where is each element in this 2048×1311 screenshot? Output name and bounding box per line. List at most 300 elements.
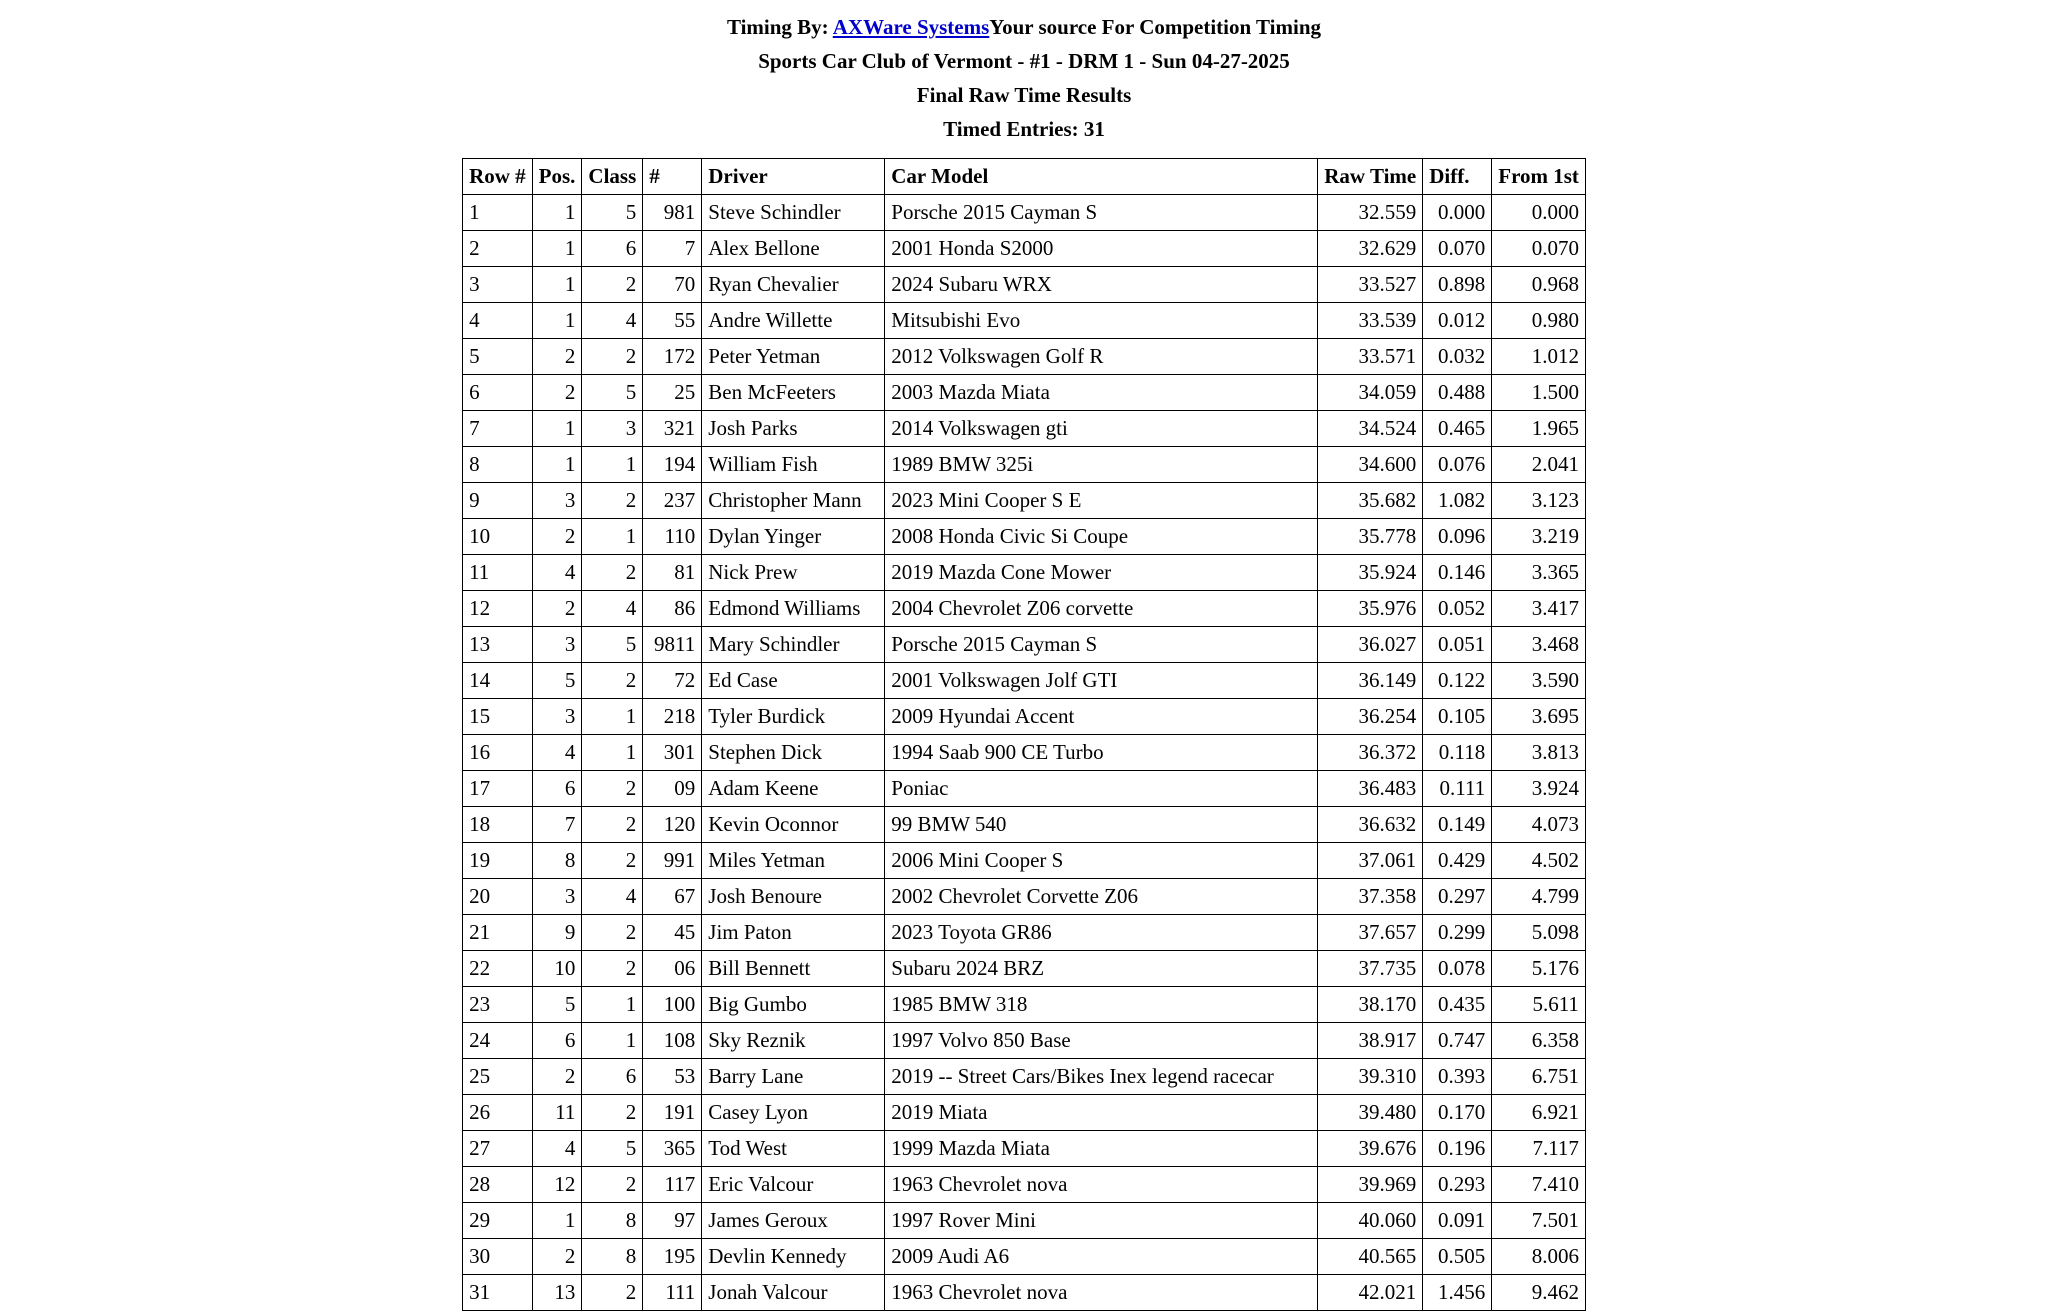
- cell-position: 3: [532, 699, 582, 735]
- cell-from-first: 3.123: [1492, 483, 1586, 519]
- cell-position: 11: [532, 1095, 582, 1131]
- cell-class: 6: [582, 231, 643, 267]
- timing-by-line: [0, 10, 2048, 44]
- cell-from-first: 9.462: [1492, 1275, 1586, 1311]
- table-row: [463, 1023, 1586, 1059]
- cell-class: 1: [582, 519, 643, 555]
- cell-car-number: 191: [643, 1095, 702, 1131]
- cell-driver: Mary Schindler: [702, 627, 885, 663]
- cell-car-model: 1985 BMW 318: [885, 987, 1318, 1023]
- cell-diff: 0.032: [1423, 339, 1492, 375]
- table-row: [463, 1275, 1586, 1311]
- cell-driver: Ben McFeeters: [702, 375, 885, 411]
- cell-driver: Nick Prew: [702, 555, 885, 591]
- cell-diff: 0.170: [1423, 1095, 1492, 1131]
- cell-diff: 0.000: [1423, 195, 1492, 231]
- cell-car-model: 2019 Miata: [885, 1095, 1318, 1131]
- table-row: [463, 735, 1586, 771]
- cell-car-number: 991: [643, 843, 702, 879]
- cell-from-first: 2.041: [1492, 447, 1586, 483]
- column-header-position: Pos.: [532, 159, 582, 195]
- cell-driver: James Geroux: [702, 1203, 885, 1239]
- cell-car-number: 81: [643, 555, 702, 591]
- cell-class: 2: [582, 483, 643, 519]
- cell-car-model: 1989 BMW 325i: [885, 447, 1318, 483]
- cell-row-number: 29: [463, 1203, 533, 1239]
- cell-position: 1: [532, 447, 582, 483]
- cell-from-first: 5.098: [1492, 915, 1586, 951]
- cell-diff: 0.146: [1423, 555, 1492, 591]
- table-row: [463, 1095, 1586, 1131]
- cell-raw-time: 38.917: [1318, 1023, 1423, 1059]
- table-row: [463, 951, 1586, 987]
- cell-diff: 0.393: [1423, 1059, 1492, 1095]
- cell-car-number: 72: [643, 663, 702, 699]
- cell-car-number: 70: [643, 267, 702, 303]
- cell-car-number: 172: [643, 339, 702, 375]
- cell-position: 2: [532, 519, 582, 555]
- cell-from-first: 7.117: [1492, 1131, 1586, 1167]
- table-row: [463, 699, 1586, 735]
- cell-row-number: 1: [463, 195, 533, 231]
- cell-row-number: 2: [463, 231, 533, 267]
- cell-raw-time: 32.629: [1318, 231, 1423, 267]
- cell-class: 2: [582, 1167, 643, 1203]
- cell-car-number: 06: [643, 951, 702, 987]
- cell-row-number: 3: [463, 267, 533, 303]
- table-row: [463, 1059, 1586, 1095]
- cell-row-number: 11: [463, 555, 533, 591]
- cell-class: 1: [582, 1023, 643, 1059]
- cell-from-first: 0.980: [1492, 303, 1586, 339]
- cell-position: 5: [532, 663, 582, 699]
- results-table-wrapper: [0, 158, 2048, 1311]
- cell-car-number: 9811: [643, 627, 702, 663]
- cell-position: 2: [532, 375, 582, 411]
- cell-from-first: 3.695: [1492, 699, 1586, 735]
- cell-class: 2: [582, 267, 643, 303]
- table-row: [463, 771, 1586, 807]
- cell-raw-time: 36.149: [1318, 663, 1423, 699]
- table-row: [463, 231, 1586, 267]
- cell-row-number: 15: [463, 699, 533, 735]
- cell-car-model: 2008 Honda Civic Si Coupe: [885, 519, 1318, 555]
- cell-diff: 0.465: [1423, 411, 1492, 447]
- cell-position: 2: [532, 591, 582, 627]
- cell-diff: 0.051: [1423, 627, 1492, 663]
- cell-diff: 0.299: [1423, 915, 1492, 951]
- table-row: [463, 339, 1586, 375]
- cell-driver: Devlin Kennedy: [702, 1239, 885, 1275]
- cell-driver: Kevin Oconnor: [702, 807, 885, 843]
- cell-position: 3: [532, 627, 582, 663]
- cell-car-model: 2004 Chevrolet Z06 corvette: [885, 591, 1318, 627]
- cell-car-number: 120: [643, 807, 702, 843]
- cell-car-model: 2024 Subaru WRX: [885, 267, 1318, 303]
- cell-diff: 0.435: [1423, 987, 1492, 1023]
- cell-class: 4: [582, 879, 643, 915]
- cell-from-first: 7.410: [1492, 1167, 1586, 1203]
- cell-raw-time: 39.480: [1318, 1095, 1423, 1131]
- cell-position: 10: [532, 951, 582, 987]
- cell-raw-time: 33.527: [1318, 267, 1423, 303]
- cell-position: 6: [532, 771, 582, 807]
- cell-diff: 0.429: [1423, 843, 1492, 879]
- column-header-from-first: From 1st: [1492, 159, 1586, 195]
- cell-position: 7: [532, 807, 582, 843]
- cell-car-model: 1999 Mazda Miata: [885, 1131, 1318, 1167]
- cell-row-number: 27: [463, 1131, 533, 1167]
- cell-driver: Edmond Williams: [702, 591, 885, 627]
- cell-raw-time: 35.924: [1318, 555, 1423, 591]
- cell-car-model: Poniac: [885, 771, 1318, 807]
- cell-row-number: 10: [463, 519, 533, 555]
- cell-driver: Tod West: [702, 1131, 885, 1167]
- cell-diff: 0.196: [1423, 1131, 1492, 1167]
- cell-car-model: 1997 Rover Mini: [885, 1203, 1318, 1239]
- cell-position: 5: [532, 987, 582, 1023]
- cell-car-model: 1963 Chevrolet nova: [885, 1167, 1318, 1203]
- cell-row-number: 9: [463, 483, 533, 519]
- cell-position: 2: [532, 339, 582, 375]
- cell-diff: 0.076: [1423, 447, 1492, 483]
- cell-car-number: 301: [643, 735, 702, 771]
- cell-position: 4: [532, 1131, 582, 1167]
- table-row: [463, 663, 1586, 699]
- cell-from-first: 4.799: [1492, 879, 1586, 915]
- cell-raw-time: 39.310: [1318, 1059, 1423, 1095]
- cell-car-model: 1997 Volvo 850 Base: [885, 1023, 1318, 1059]
- cell-class: 8: [582, 1203, 643, 1239]
- cell-driver: Casey Lyon: [702, 1095, 885, 1131]
- table-row: [463, 303, 1586, 339]
- cell-car-model: 2012 Volkswagen Golf R: [885, 339, 1318, 375]
- cell-car-number: 110: [643, 519, 702, 555]
- cell-row-number: 28: [463, 1167, 533, 1203]
- cell-row-number: 24: [463, 1023, 533, 1059]
- cell-from-first: 4.502: [1492, 843, 1586, 879]
- cell-car-number: 25: [643, 375, 702, 411]
- table-row: [463, 267, 1586, 303]
- table-row: [463, 1203, 1586, 1239]
- table-row: [463, 483, 1586, 519]
- column-header-driver: Driver: [702, 159, 885, 195]
- cell-car-model: Subaru 2024 BRZ: [885, 951, 1318, 987]
- table-row: [463, 879, 1586, 915]
- cell-driver: Jim Paton: [702, 915, 885, 951]
- cell-from-first: 3.219: [1492, 519, 1586, 555]
- cell-row-number: 6: [463, 375, 533, 411]
- cell-position: 1: [532, 195, 582, 231]
- table-row: [463, 1131, 1586, 1167]
- cell-diff: 0.747: [1423, 1023, 1492, 1059]
- cell-car-number: 45: [643, 915, 702, 951]
- cell-raw-time: 40.060: [1318, 1203, 1423, 1239]
- cell-driver: Christopher Mann: [702, 483, 885, 519]
- cell-car-model: 99 BMW 540: [885, 807, 1318, 843]
- cell-position: 8: [532, 843, 582, 879]
- cell-row-number: 25: [463, 1059, 533, 1095]
- cell-raw-time: 42.021: [1318, 1275, 1423, 1311]
- table-row: [463, 915, 1586, 951]
- cell-position: 1: [532, 1203, 582, 1239]
- cell-car-model: 2009 Hyundai Accent: [885, 699, 1318, 735]
- cell-class: 5: [582, 375, 643, 411]
- cell-driver: Miles Yetman: [702, 843, 885, 879]
- cell-row-number: 7: [463, 411, 533, 447]
- cell-driver: Peter Yetman: [702, 339, 885, 375]
- cell-diff: 0.118: [1423, 735, 1492, 771]
- cell-diff: 0.898: [1423, 267, 1492, 303]
- cell-from-first: 6.751: [1492, 1059, 1586, 1095]
- results-table-head: [463, 159, 1586, 195]
- cell-diff: 0.091: [1423, 1203, 1492, 1239]
- cell-car-model: 1994 Saab 900 CE Turbo: [885, 735, 1318, 771]
- cell-position: 3: [532, 483, 582, 519]
- cell-row-number: 18: [463, 807, 533, 843]
- cell-class: 6: [582, 1059, 643, 1095]
- cell-car-model: Porsche 2015 Cayman S: [885, 627, 1318, 663]
- cell-driver: Adam Keene: [702, 771, 885, 807]
- cell-car-model: 2019 -- Street Cars/Bikes Inex legend racecar: [885, 1059, 1318, 1095]
- cell-position: 9: [532, 915, 582, 951]
- cell-from-first: 4.073: [1492, 807, 1586, 843]
- cell-row-number: 20: [463, 879, 533, 915]
- cell-class: 1: [582, 699, 643, 735]
- cell-class: 2: [582, 951, 643, 987]
- cell-driver: Ed Case: [702, 663, 885, 699]
- cell-diff: 0.105: [1423, 699, 1492, 735]
- cell-class: 3: [582, 411, 643, 447]
- cell-diff: 1.082: [1423, 483, 1492, 519]
- cell-diff: 0.122: [1423, 663, 1492, 699]
- cell-from-first: 3.468: [1492, 627, 1586, 663]
- cell-car-model: Mitsubishi Evo: [885, 303, 1318, 339]
- timing-by-prefix: Timing By:: [726, 15, 833, 39]
- cell-from-first: 7.501: [1492, 1203, 1586, 1239]
- cell-row-number: 22: [463, 951, 533, 987]
- cell-car-number: 97: [643, 1203, 702, 1239]
- cell-car-model: 2003 Mazda Miata: [885, 375, 1318, 411]
- cell-class: 2: [582, 339, 643, 375]
- cell-driver: Alex Bellone: [702, 231, 885, 267]
- cell-car-number: 195: [643, 1239, 702, 1275]
- cell-car-model: 2019 Mazda Cone Mower: [885, 555, 1318, 591]
- cell-position: 1: [532, 267, 582, 303]
- timed-entries: Timed Entries: 31: [943, 117, 1105, 141]
- cell-row-number: 8: [463, 447, 533, 483]
- cell-class: 2: [582, 843, 643, 879]
- cell-class: 4: [582, 591, 643, 627]
- cell-class: 4: [582, 303, 643, 339]
- cell-car-number: 117: [643, 1167, 702, 1203]
- cell-driver: Josh Parks: [702, 411, 885, 447]
- results-title: Final Raw Time Results: [916, 83, 1132, 107]
- cell-car-model: 2023 Mini Cooper S E: [885, 483, 1318, 519]
- cell-raw-time: 36.254: [1318, 699, 1423, 735]
- cell-car-number: 321: [643, 411, 702, 447]
- cell-car-model: 2001 Honda S2000: [885, 231, 1318, 267]
- cell-car-number: 67: [643, 879, 702, 915]
- cell-class: 5: [582, 1131, 643, 1167]
- cell-car-number: 108: [643, 1023, 702, 1059]
- cell-from-first: 1.965: [1492, 411, 1586, 447]
- cell-raw-time: 37.657: [1318, 915, 1423, 951]
- cell-from-first: 5.611: [1492, 987, 1586, 1023]
- axware-systems-link[interactable]: AXWare Systems: [832, 15, 990, 39]
- cell-position: 6: [532, 1023, 582, 1059]
- cell-position: 13: [532, 1275, 582, 1311]
- cell-diff: 0.012: [1423, 303, 1492, 339]
- cell-from-first: 0.000: [1492, 195, 1586, 231]
- cell-raw-time: 37.061: [1318, 843, 1423, 879]
- cell-car-model: 2001 Volkswagen Jolf GTI: [885, 663, 1318, 699]
- cell-row-number: 14: [463, 663, 533, 699]
- cell-car-model: 2009 Audi A6: [885, 1239, 1318, 1275]
- cell-diff: 0.293: [1423, 1167, 1492, 1203]
- cell-position: 1: [532, 231, 582, 267]
- cell-position: 2: [532, 1059, 582, 1095]
- cell-raw-time: 39.676: [1318, 1131, 1423, 1167]
- table-row: [463, 1167, 1586, 1203]
- cell-row-number: 31: [463, 1275, 533, 1311]
- cell-raw-time: 33.539: [1318, 303, 1423, 339]
- cell-driver: Steve Schindler: [702, 195, 885, 231]
- cell-class: 2: [582, 807, 643, 843]
- cell-car-model: Porsche 2015 Cayman S: [885, 195, 1318, 231]
- cell-diff: 0.111: [1423, 771, 1492, 807]
- cell-raw-time: 34.524: [1318, 411, 1423, 447]
- cell-raw-time: 36.027: [1318, 627, 1423, 663]
- cell-raw-time: 38.170: [1318, 987, 1423, 1023]
- table-row: [463, 1239, 1586, 1275]
- cell-class: 5: [582, 627, 643, 663]
- cell-from-first: 3.590: [1492, 663, 1586, 699]
- cell-row-number: 13: [463, 627, 533, 663]
- cell-row-number: 21: [463, 915, 533, 951]
- cell-class: 2: [582, 915, 643, 951]
- timing-by-suffix: Your source For Competition Timing: [989, 15, 1322, 39]
- cell-raw-time: 34.600: [1318, 447, 1423, 483]
- cell-driver: Tyler Burdick: [702, 699, 885, 735]
- table-header-row: [463, 159, 1586, 195]
- cell-row-number: 23: [463, 987, 533, 1023]
- cell-position: 1: [532, 303, 582, 339]
- cell-diff: 1.456: [1423, 1275, 1492, 1311]
- cell-position: 4: [532, 555, 582, 591]
- cell-class: 5: [582, 195, 643, 231]
- column-header-car-number: #: [643, 159, 702, 195]
- table-row: [463, 591, 1586, 627]
- cell-from-first: 1.012: [1492, 339, 1586, 375]
- cell-position: 4: [532, 735, 582, 771]
- column-header-raw-time: Raw Time: [1318, 159, 1423, 195]
- cell-raw-time: 37.735: [1318, 951, 1423, 987]
- cell-from-first: 6.358: [1492, 1023, 1586, 1059]
- cell-class: 2: [582, 663, 643, 699]
- cell-driver: Ryan Chevalier: [702, 267, 885, 303]
- cell-row-number: 5: [463, 339, 533, 375]
- cell-driver: Dylan Yinger: [702, 519, 885, 555]
- cell-driver: Andre Willette: [702, 303, 885, 339]
- cell-car-model: 2014 Volkswagen gti: [885, 411, 1318, 447]
- cell-car-model: 2002 Chevrolet Corvette Z06: [885, 879, 1318, 915]
- cell-from-first: 3.813: [1492, 735, 1586, 771]
- cell-row-number: 17: [463, 771, 533, 807]
- cell-diff: 0.070: [1423, 231, 1492, 267]
- table-row: [463, 555, 1586, 591]
- cell-class: 1: [582, 447, 643, 483]
- cell-row-number: 16: [463, 735, 533, 771]
- cell-raw-time: 40.565: [1318, 1239, 1423, 1275]
- cell-row-number: 26: [463, 1095, 533, 1131]
- event-title: Sports Car Club of Vermont - #1 - DRM 1 - Sun 04-27-2025: [758, 49, 1290, 73]
- cell-from-first: 3.924: [1492, 771, 1586, 807]
- cell-diff: 0.052: [1423, 591, 1492, 627]
- cell-class: 2: [582, 1275, 643, 1311]
- cell-from-first: 5.176: [1492, 951, 1586, 987]
- cell-raw-time: 39.969: [1318, 1167, 1423, 1203]
- cell-car-number: 86: [643, 591, 702, 627]
- cell-diff: 0.488: [1423, 375, 1492, 411]
- table-row: [463, 411, 1586, 447]
- cell-diff: 0.078: [1423, 951, 1492, 987]
- cell-diff: 0.149: [1423, 807, 1492, 843]
- cell-from-first: 1.500: [1492, 375, 1586, 411]
- cell-car-model: 2023 Toyota GR86: [885, 915, 1318, 951]
- cell-car-number: 218: [643, 699, 702, 735]
- cell-diff: 0.096: [1423, 519, 1492, 555]
- cell-row-number: 19: [463, 843, 533, 879]
- cell-raw-time: 34.059: [1318, 375, 1423, 411]
- cell-diff: 0.297: [1423, 879, 1492, 915]
- cell-car-model: 1963 Chevrolet nova: [885, 1275, 1318, 1311]
- cell-driver: Stephen Dick: [702, 735, 885, 771]
- results-table-body: [463, 195, 1586, 1311]
- table-row: [463, 807, 1586, 843]
- cell-car-number: 365: [643, 1131, 702, 1167]
- table-row: [463, 987, 1586, 1023]
- cell-driver: Josh Benoure: [702, 879, 885, 915]
- cell-class: 1: [582, 735, 643, 771]
- cell-driver: Jonah Valcour: [702, 1275, 885, 1311]
- cell-row-number: 12: [463, 591, 533, 627]
- cell-diff: 0.505: [1423, 1239, 1492, 1275]
- cell-class: 1: [582, 987, 643, 1023]
- cell-raw-time: 36.632: [1318, 807, 1423, 843]
- cell-raw-time: 35.778: [1318, 519, 1423, 555]
- cell-car-number: 55: [643, 303, 702, 339]
- cell-row-number: 4: [463, 303, 533, 339]
- cell-class: 2: [582, 555, 643, 591]
- results-table: [462, 158, 1586, 1311]
- cell-raw-time: 32.559: [1318, 195, 1423, 231]
- cell-from-first: 8.006: [1492, 1239, 1586, 1275]
- table-row: [463, 195, 1586, 231]
- column-header-car-model: Car Model: [885, 159, 1318, 195]
- cell-car-number: 100: [643, 987, 702, 1023]
- cell-position: 3: [532, 879, 582, 915]
- cell-from-first: 3.365: [1492, 555, 1586, 591]
- cell-car-number: 981: [643, 195, 702, 231]
- cell-class: 2: [582, 771, 643, 807]
- column-header-row-number: Row #: [463, 159, 533, 195]
- cell-from-first: 0.968: [1492, 267, 1586, 303]
- cell-driver: William Fish: [702, 447, 885, 483]
- cell-from-first: 0.070: [1492, 231, 1586, 267]
- cell-driver: Sky Reznik: [702, 1023, 885, 1059]
- cell-driver: Barry Lane: [702, 1059, 885, 1095]
